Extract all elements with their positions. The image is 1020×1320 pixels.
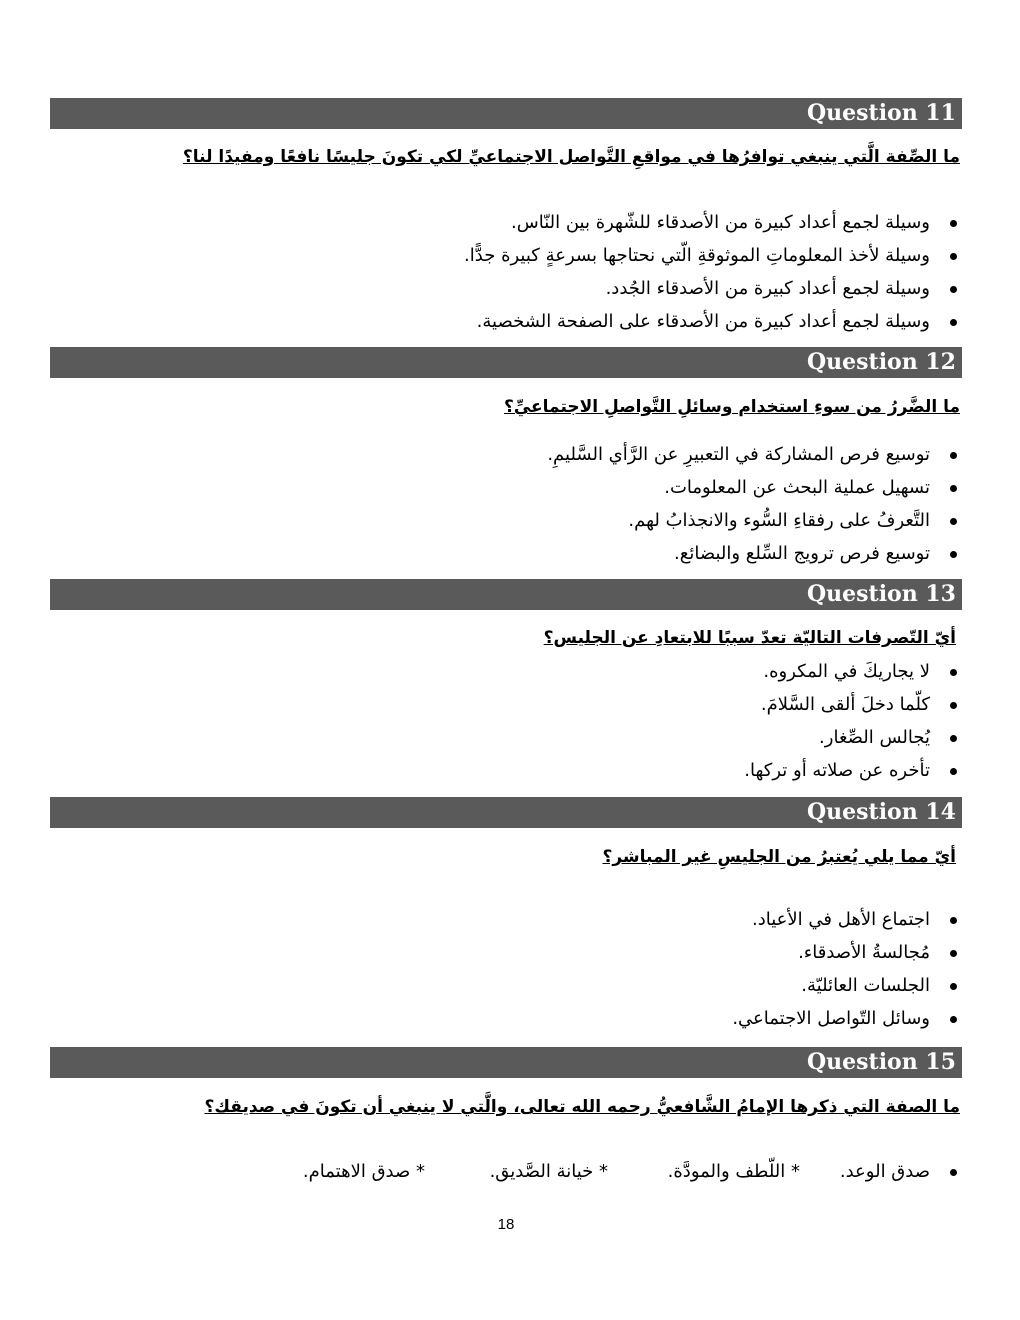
question-11-option-2: وسيلة لأخذ المعلوماتِ الموثوقةِ الّتي نحتاجها بسرعةٍ كبيرة جدًّا. (464, 239, 930, 272)
question-11-options (464, 206, 930, 338)
question-15-option-2: * اللّطف والمودَّة. (667, 1161, 800, 1182)
question-11-option-1: وسيلة لجمع أعداد كبيرة من الأصدقاء للشّهرة بين النّاس. (464, 206, 930, 239)
question-13-option-2: كلّما دخلَ ألقى السَّلامَ. (744, 688, 930, 721)
question-14-option-4: وسائل التّواصل الاجتماعي. (732, 1002, 930, 1035)
question-15-option-3: * خيانة الصَّديق. (489, 1161, 608, 1182)
question-13-options (744, 655, 930, 787)
question-14-option-3: الجلسات العائليّة. (732, 969, 930, 1002)
question-15-options (130, 1155, 930, 1188)
question-11-option-3: وسيلة لجمع أعداد كبيرة من الأصدقاء الجُدد. (464, 272, 930, 305)
bullet-icon (950, 1169, 957, 1176)
question-11-header: Question 11 (50, 98, 962, 129)
question-15-header: Question 15 (50, 1047, 962, 1078)
question-12-option-3: التَّعرفُ على رفقاءِ السُّوء والانجذابُ لهم. (547, 504, 930, 537)
question-14-header: Question 14 (50, 797, 962, 828)
question-14-text: أيّ مما يلي يُعتبرُ من الجليسِ غير المباشر؟ (602, 847, 956, 867)
question-13-option-4: تأخره عن صلاته أو تركها. (744, 754, 930, 787)
page-number: 18 (497, 1216, 515, 1233)
question-11-option-4: وسيلة لجمع أعداد كبيرة من الأصدقاء على الصفحة الشخصية. (464, 305, 930, 338)
question-12-option-2: تسهيل عملية البحث عن المعلومات. (547, 471, 930, 504)
question-13-option-1: لا يجاريكَ في المكروه. (744, 655, 930, 688)
question-14-option-2: مُجالسةُ الأصدقاء. (732, 936, 930, 969)
question-13-option-3: يُجالس الصِّغار. (744, 721, 930, 754)
question-15-text: ما الصفة التي ذكرها الإمامُ الشَّافعيُّ رحمه الله تعالى، والَّتي لا ينبغي أن تكونَ في صديقك؟ (204, 1097, 960, 1117)
question-12-option-1: توسيع فرص المشاركة في التعبيرِ عن الرَّأي السَّليمِ. (547, 438, 930, 471)
question-12-text: ما الضَّررُ من سوءِ استخدام وسائلِ التَّواصلِ الاجتماعيِّ؟ (504, 397, 960, 417)
question-15-option-1: صدق الوعد. (839, 1161, 930, 1182)
question-12-header: Question 12 (50, 347, 962, 378)
question-11-text: ما الصِّفة الَّتي ينبغي توافرُها في مواقعِ التَّواصل الاجتماعيِّ لكي تكونَ جليسًا نافعًا ومفيدًا لنا؟ (182, 147, 960, 167)
question-13-header: Question 13 (50, 579, 962, 610)
question-15-option-4: * صدق الاهتمام. (302, 1161, 425, 1182)
question-12-option-4: توسيع فرص ترويج السِّلع والبضائع. (547, 537, 930, 570)
question-13-text: أيّ التّصرفات التاليّة تعدّ سببًا للابتعادِ عن الجليس؟ (543, 628, 956, 648)
question-14-options (732, 903, 930, 1035)
question-14-option-1: اجتماع الأهل في الأعياد. (732, 903, 930, 936)
question-12-options (547, 438, 930, 570)
